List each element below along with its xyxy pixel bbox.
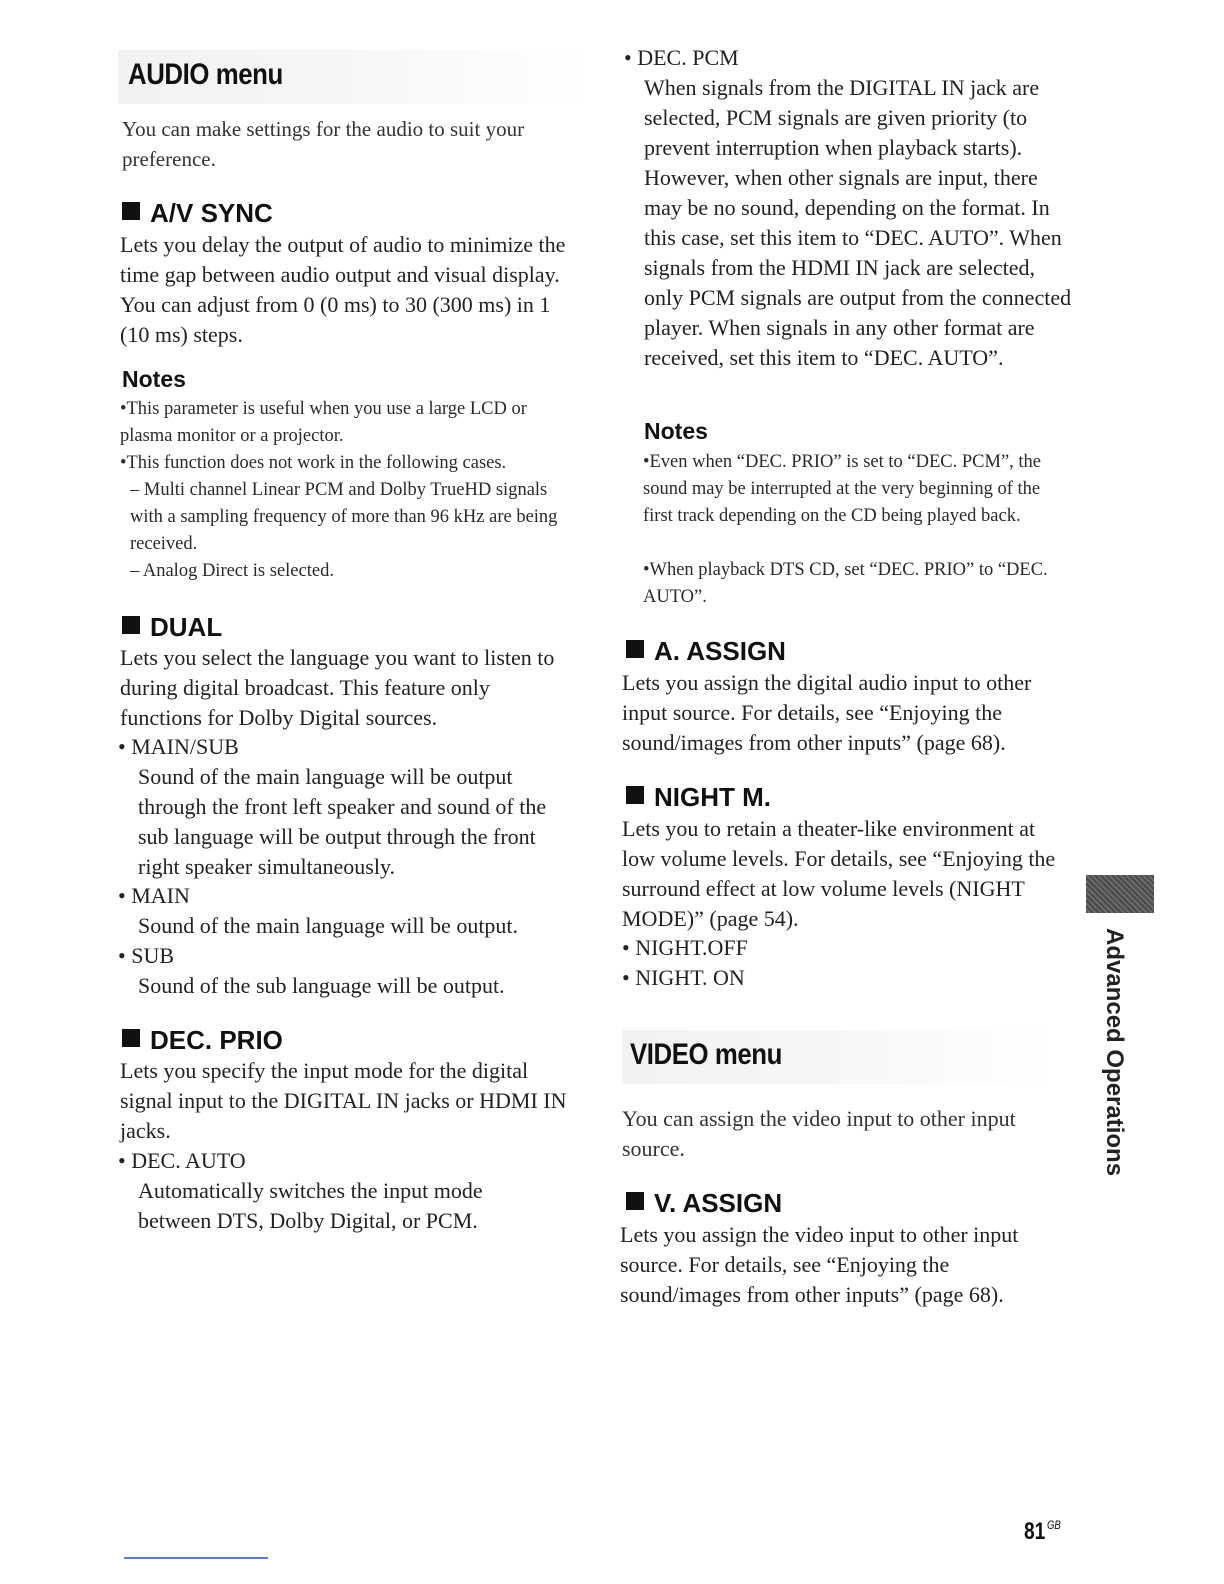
dec-prio-body: Lets you specify the input mode for the digital signal input to the DIGITAL IN jacks or HDMI IN jacks. <box>120 1058 567 1143</box>
dec-prio-notes-heading: Notes <box>644 418 708 444</box>
av-sync-note-1: •This parameter is useful when you use a large LCD or plasma monitor or a projector. <box>120 399 527 446</box>
night-m-body: Lets you to retain a theater-like environment at low volume levels. For details, see “Enjoying the surround effect at low volume levels (NIGHT MODE)” (page 54). <box>622 816 1056 931</box>
square-bullet-icon <box>122 616 140 634</box>
night-m-option-off: • NIGHT.OFF <box>622 935 748 960</box>
audio-menu-intro: You can make settings for the audio to suit your preference. <box>122 117 525 171</box>
av-sync-sub-1: – Multi channel Linear PCM and Dolby TrueHD signals with a sampling frequency of more than 96 kHz are being received. <box>130 480 558 554</box>
a-assign-heading <box>626 636 786 667</box>
square-bullet-icon <box>626 786 644 804</box>
square-bullet-icon <box>626 1192 644 1210</box>
av-sync-notes-heading: Notes <box>122 366 186 392</box>
video-menu-title: VIDEO menu <box>630 1038 782 1071</box>
dual-heading <box>122 612 222 643</box>
dec-prio-heading <box>122 1025 283 1056</box>
dec-prio-option-auto: • DEC. AUTO <box>118 1148 246 1173</box>
dual-option-main-sub-desc: Sound of the main language will be output through the front left speaker and sound of the sub language will be output through the front right speaker simultaneously. <box>138 764 547 879</box>
audio-menu-title: AUDIO menu <box>128 58 283 91</box>
dual-option-main: • MAIN <box>118 883 190 908</box>
video-menu-intro: You can assign the video input to other input source. <box>622 1106 1016 1161</box>
a-assign-body: Lets you assign the digital audio input to other input source. For details, see “Enjoying the sound/images from other inputs” (page 68). <box>622 670 1032 755</box>
page-number-value: 81 <box>1024 1518 1046 1545</box>
dual-body: Lets you select the language you want to listen to during digital broadcast. This feature only functions for Dolby Digital sources. <box>120 645 555 730</box>
av-sync-body: Lets you delay the output of audio to minimize the time gap between audio output and visual display. You can adjust from 0 (0 ms) to 30 (300 ms) in 1 (10 ms) steps. <box>120 232 566 347</box>
night-m-option-on: • NIGHT. ON <box>622 965 745 990</box>
dual-heading-text: DUAL <box>150 612 223 642</box>
dual-option-main-sub: • MAIN/SUB <box>118 734 239 759</box>
page-number <box>1024 1518 1061 1546</box>
dec-prio-option-auto-desc: Automatically switches the input mode between DTS, Dolby Digital, or PCM. <box>138 1178 483 1233</box>
square-bullet-icon <box>626 640 644 658</box>
page-number-suffix: GB <box>1046 1518 1061 1532</box>
v-assign-heading-text: V. ASSIGN <box>654 1188 783 1218</box>
square-bullet-icon <box>122 1029 140 1047</box>
av-sync-heading-text: A/V SYNC <box>150 198 273 228</box>
section-side-label: Advanced Operations <box>1101 928 1128 1177</box>
dec-prio-option-pcm-desc: When signals from the DIGITAL IN jack are selected, PCM signals are given priority (to prevent interruption when playback starts). However, when other signals are input, there may be no sound, depending on the format. In this case, set this item to “DEC. AUTO”. When signals from the HDMI IN jack are selected, only PCM signals are output from the connected player. When signals in any other format are received, set this item to “DEC. AUTO”. <box>644 75 1072 370</box>
dual-option-sub-desc: Sound of the sub language will be output. <box>138 973 505 998</box>
v-assign-body: Lets you assign the video input to other input source. For details, see “Enjoying the sound/images from other inputs” (page 68). <box>620 1222 1019 1307</box>
v-assign-heading <box>626 1188 782 1219</box>
dec-prio-note-1: •Even when “DEC. PRIO” is set to “DEC. PCM”, the sound may be interrupted at the very beginning of the first track depending on the CD being played back. <box>643 452 1042 526</box>
dual-option-main-desc: Sound of the main language will be output. <box>138 913 519 938</box>
dec-prio-heading-text: DEC. PRIO <box>150 1025 283 1055</box>
square-bullet-icon <box>122 202 140 220</box>
dec-prio-note-2: •When playback DTS CD, set “DEC. PRIO” to “DEC. AUTO”. <box>643 560 1048 607</box>
night-m-heading <box>626 782 771 813</box>
av-sync-sub-2: – Analog Direct is selected. <box>130 561 334 581</box>
footer-rule <box>124 1557 268 1559</box>
av-sync-note-2: •This function does not work in the following cases. <box>120 453 507 473</box>
dual-option-sub: • SUB <box>118 943 174 968</box>
av-sync-heading <box>122 198 273 229</box>
section-tab-marker <box>1086 875 1154 913</box>
dec-prio-option-pcm: • DEC. PCM <box>624 45 739 70</box>
a-assign-heading-text: A. ASSIGN <box>654 636 786 666</box>
night-m-heading-text: NIGHT M. <box>654 782 771 812</box>
